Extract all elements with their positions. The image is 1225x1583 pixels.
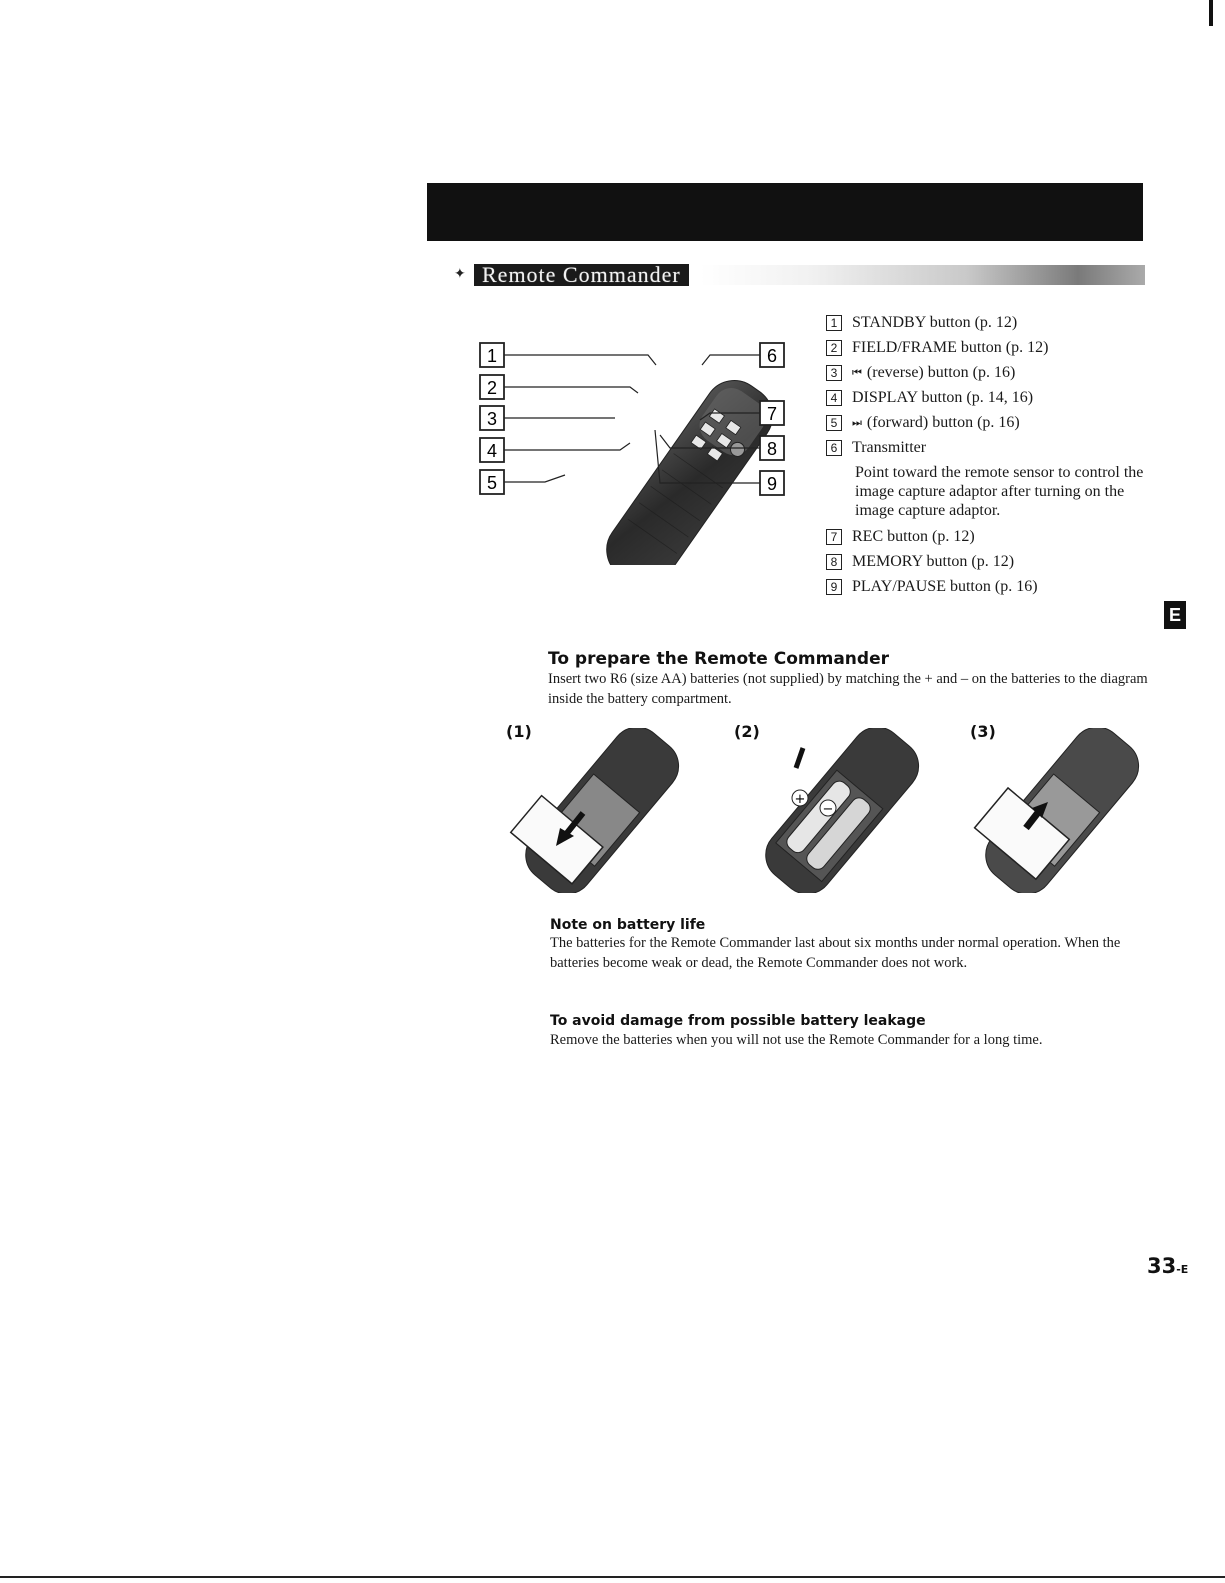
callout-3: 3 [486,409,498,429]
step-1-open-cover-illustration [508,728,683,893]
prepare-body: Insert two R6 (size AA) batteries (not supplied) by matching the + and – on the batteries to the diagram inside the battery compartment. [548,671,1148,707]
legend-text: STANDBY button (p. 12) [852,314,1018,331]
legend-text: FIELD/FRAME button (p. 12) [852,339,1049,356]
minus-icon: − [822,802,834,817]
legend-text: MEMORY button (p. 12) [852,553,1015,570]
page-number [1147,1254,1188,1278]
legend-item-7 [826,524,1156,549]
callout-5: 5 [486,473,498,493]
section-arrow-icon: ✦ [454,267,466,282]
remote-commander-diagram [470,335,800,565]
language-tab: E [1164,601,1186,629]
legend-number: 5 [826,415,842,431]
legend-number: 9 [826,579,842,595]
legend-text: (reverse) button (p. 16) [866,364,1016,381]
callout-1: 1 [486,346,498,366]
legend-text: PLAY/PAUSE button (p. 16) [852,578,1038,595]
step-3-label: (3) [970,722,996,741]
page-number-suffix: -E [1176,1263,1189,1276]
legend-item-9 [826,574,1156,599]
step-2-insert-batteries-illustration [748,728,923,893]
legend-number: 8 [826,554,842,570]
section-band-gradient [700,265,1145,285]
legend-item-8 [826,549,1156,574]
legend-text: (forward) button (p. 16) [866,414,1020,431]
legend-item-3 [826,360,1156,385]
callout-8: 8 [766,439,778,459]
transmitter-description: Point toward the remote sensor to control the image capture adaptor after turning on the image capture adaptor. [855,464,1144,519]
leakage-body: Remove the batteries when you will not use the Remote Commander for a long time. [550,1032,1043,1048]
legend-text: REC button (p. 12) [852,528,975,545]
binding-mark [1209,0,1213,26]
legend-item-6 [826,435,1156,460]
legend-number: 1 [826,315,842,331]
page-number-value: 33 [1147,1254,1177,1278]
bottom-rule [0,1576,1225,1578]
leakage-heading: To avoid damage from possible battery leakage [550,1013,926,1029]
legend-item-2 [826,335,1156,360]
step-3-close-cover-illustration [968,728,1143,893]
legend-item-1 [826,310,1156,335]
step-2-label: (2) [734,722,760,741]
legend-item-5 [826,410,1156,435]
callout-9: 9 [766,474,778,494]
callout-4: 4 [486,441,498,461]
button-legend [826,310,1156,599]
legend-number: 3 [826,365,842,381]
legend-item-4 [826,385,1156,410]
remote-body [595,369,784,565]
section-title: Remote Commander [474,264,689,286]
forward-icon: ⏭ [852,416,862,429]
plus-icon: + [794,792,806,807]
legend-text: DISPLAY button (p. 14, 16) [852,389,1034,406]
step-1-label: (1) [506,722,532,741]
prepare-heading: To prepare the Remote Commander [548,649,889,669]
note-heading: Note on battery life [550,917,706,933]
legend-number: 6 [826,440,842,456]
reverse-icon: ⏮ [852,366,862,379]
legend-number: 7 [826,529,842,545]
chapter-header-bar [427,183,1143,241]
callout-2: 2 [486,378,498,398]
legend-text: Transmitter [852,439,927,456]
legend-number: 4 [826,390,842,406]
callout-7: 7 [766,404,778,424]
note-body: The batteries for the Remote Commander last about six months under normal operation. When the batteries become weak or dead, the Remote Commander does not work. [550,935,1121,971]
callout-6: 6 [766,346,778,366]
legend-number: 2 [826,340,842,356]
